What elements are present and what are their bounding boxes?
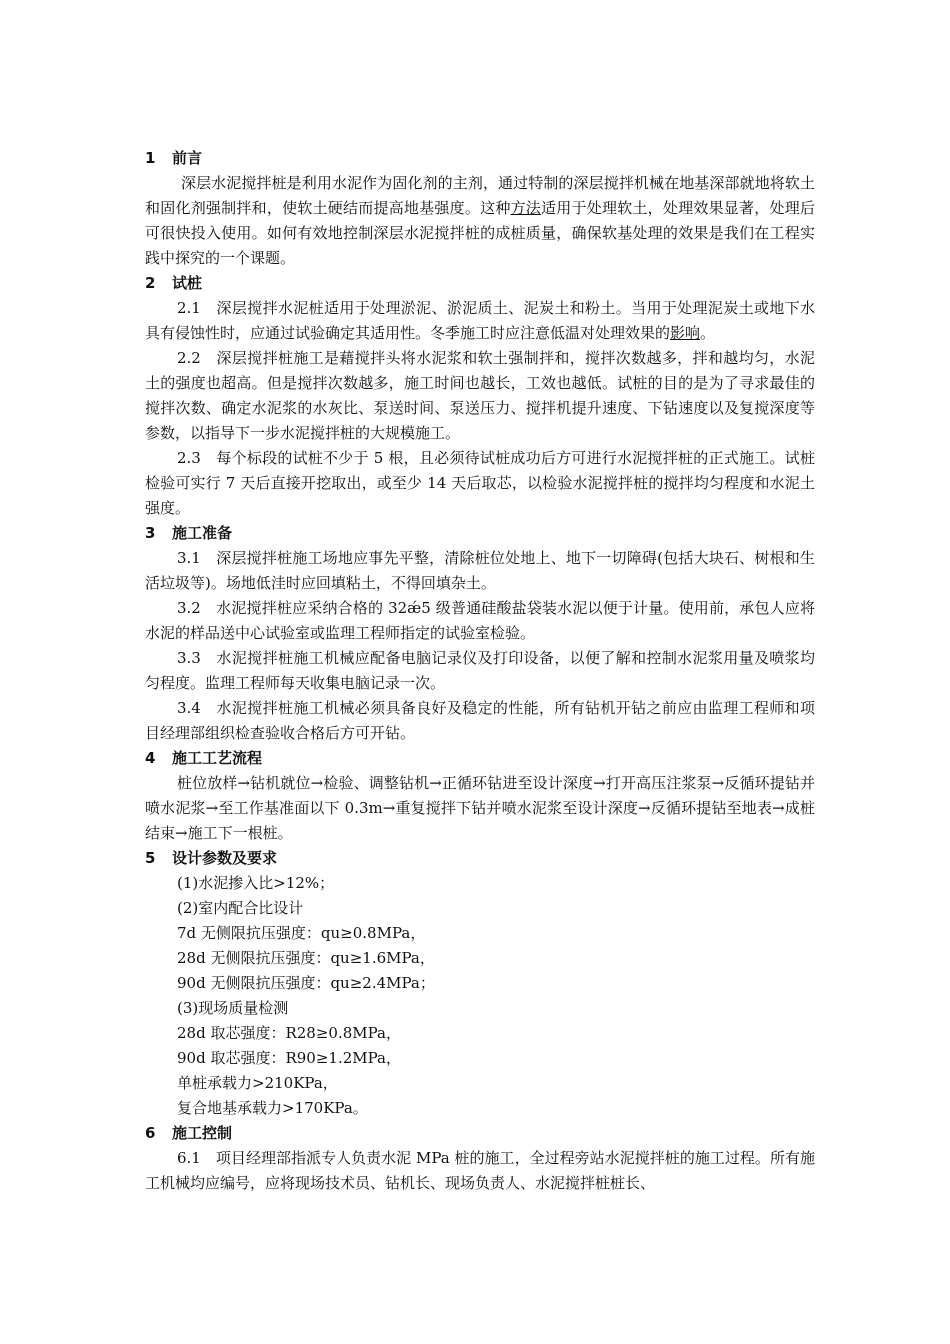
- section-heading-2: 2 试桩: [145, 274, 203, 292]
- list-item: 复合地基承载力>170KPa。: [177, 1099, 368, 1117]
- paragraph-2-2: 2.2 深层搅拌桩施工是藉搅拌头将水泥浆和软土强制拌和，搅拌次数越多，拌和越均匀，水泥土的强度也超高。但是搅拌次数越多，施工时间也越长，工效也越低。试桩的目的是为了寻求最佳的搅拌次数、确定水泥浆的水灰比、泵送时间、泵送压力、搅拌机提升速度、下钻速度以及复搅深度等参数，以指导下一步水泥搅拌桩的大规模施工。: [145, 349, 815, 442]
- link-method[interactable]: 方法: [510, 199, 542, 217]
- paragraph-3-4: 3.4 水泥搅拌桩施工机械必须具备良好及稳定的性能，所有钻机开钻之前应由监理工程师和项目经理部组织检查验收合格后方可开钻。: [145, 699, 815, 742]
- list-item: 单桩承载力>210KPa，: [177, 1074, 338, 1092]
- section-heading-1: 1 前言: [145, 149, 203, 167]
- section-heading-3: 3 施工准备: [145, 524, 233, 542]
- link-influence[interactable]: 影响: [670, 324, 701, 342]
- section-heading-5: 5 设计参数及要求: [145, 849, 278, 867]
- list-item: 90d 无侧限抗压强度：qu≥2.4MPa；: [177, 974, 435, 992]
- list-item: 28d 取芯强度：R28≥0.8MPa，: [177, 1024, 401, 1042]
- section-heading-6: 6 施工控制: [145, 1124, 233, 1142]
- list-item: (3)现场质量检测: [177, 999, 289, 1017]
- section-heading-4: 4 施工工艺流程: [145, 749, 263, 767]
- document-body: [145, 146, 815, 1196]
- paragraph-3-2: 3.2 水泥搅拌桩应采纳合格的 32ǽ5 级普通硅酸盐袋装水泥以便于计量。使用前，承包人应将水泥的样品送中心试验室或监理工程师指定的试验室检验。: [145, 599, 815, 642]
- paragraph-4-1: 桩位放样→钻机就位→检验、调整钻机→正循环钻进至设计深度→打开高压注浆泵→反循环提钻并喷水泥浆→至工作基准面以下 0.3m→重复搅拌下钻并喷水泥浆至设计深度→反循环提钻至地表→成桩结束→施工下一根桩。: [145, 774, 815, 842]
- paragraph-6-1: 6.1 项目经理部指派专人负责水泥 MPa 桩的施工，全过程旁站水泥搅拌桩的施工过程。所有施工机械均应编号，应将现场技术员、钻机长、现场负责人、水泥搅拌桩桩长、: [145, 1149, 815, 1192]
- list-item: 90d 取芯强度：R90≥1.2MPa，: [177, 1049, 401, 1067]
- paragraph-3-3: 3.3 水泥搅拌桩施工机械应配备电脑记录仪及打印设备，以便了解和控制水泥浆用量及喷浆均匀程度。监理工程师每天收集电脑记录一次。: [145, 649, 815, 692]
- list-item: (1)水泥掺入比>12%；: [177, 874, 335, 892]
- section-1-paragraph: 深层水泥搅拌桩是利用水泥作为固化剂的主剂，通过特制的深层搅拌机械在地基深部就地将软土和固化剂强制拌和，使软土硬结而提高地基强度。这种方法适用于处理软土，处理效果显著，处理后可很快投入使用。如何有效地控制深层水泥搅拌桩的成桩质量，确保软基处理的效果是我们在工程实践中探究的一个课题。: [145, 174, 815, 267]
- list-item: 7d 无侧限抗压强度：qu≥0.8MPa，: [177, 924, 426, 942]
- list-item: 28d 无侧限抗压强度：qu≥1.6MPa，: [177, 949, 435, 967]
- paragraph-3-1: 3.1 深层搅拌桩施工场地应事先平整，清除桩位处地上、地下一切障碍(包括大块石、树根和生活垃圾等)。场地低洼时应回填粘土，不得回填杂土。: [145, 549, 815, 592]
- paragraph-2-1: 2.1 深层搅拌水泥桩适用于处理淤泥、淤泥质土、泥炭土和粉土。当用于处理泥炭土或地下水具有侵蚀性时，应通过试验确定其适用性。冬季施工时应注意低温对处理效果的影响。: [145, 299, 815, 342]
- list-item: (2)室内配合比设计: [177, 899, 304, 917]
- paragraph-2-3: 2.3 每个标段的试桩不少于 5 根，且必须待试桩成功后方可进行水泥搅拌桩的正式施工。试桩检验可实行 7 天后直接开挖取出，或至少 14 天后取芯，以检验水泥搅拌桩的搅拌均匀程度和水泥土强度。: [145, 449, 815, 517]
